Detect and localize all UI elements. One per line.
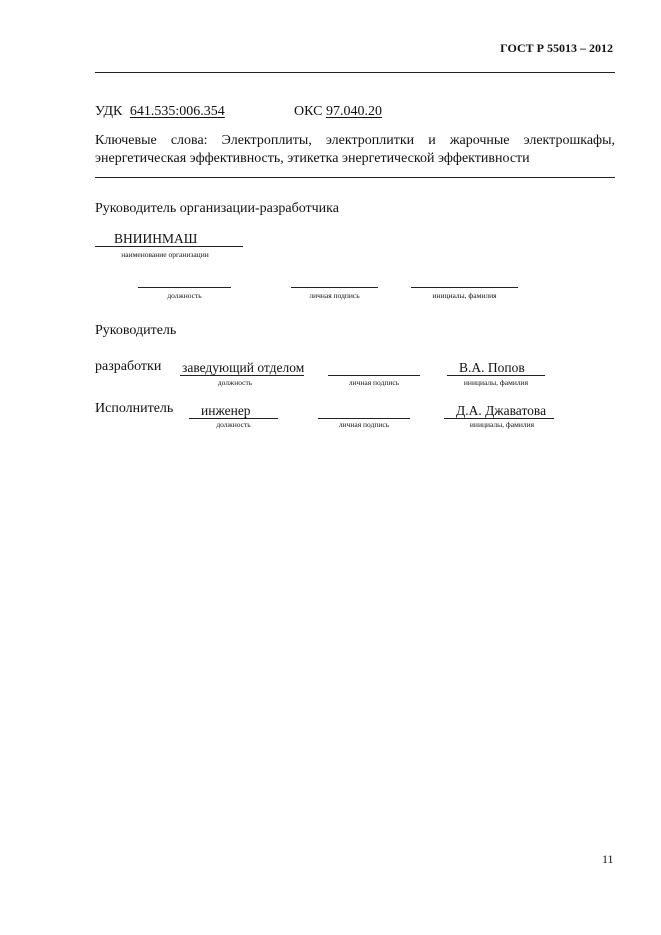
org-signature-line: [291, 287, 378, 288]
udk-label: УДК: [95, 104, 123, 119]
executor-position-field: [189, 403, 278, 419]
header-divider: [95, 72, 615, 73]
org-initials-caption: инициалы, фамилия: [432, 291, 497, 300]
org-initials-line: [411, 287, 518, 288]
dev-lead-position-field: [180, 360, 304, 376]
keywords-text: Электроплиты, электроплитки и жарочные электрошкафы, энергетическая эффективность, этикетка энергетической эффективности: [95, 133, 616, 166]
page-number: 11: [602, 852, 614, 866]
oks-row: [294, 104, 382, 120]
dev-lead-heading: Руководитель: [95, 323, 177, 338]
org-name-caption: наименование организации: [121, 250, 209, 259]
keywords-divider: [95, 177, 615, 178]
dev-lead-position: заведующий отделом: [182, 360, 305, 375]
dev-lead-position-caption: должность: [217, 378, 253, 387]
executor-name-field: [444, 403, 554, 419]
executor-position-caption: должность: [216, 420, 251, 429]
executor-signature-caption: личная подпись: [338, 420, 390, 429]
document-code: ГОСТ Р 55013 – 2012: [500, 41, 613, 55]
dev-lead-signature-line: [328, 375, 420, 376]
dev-lead-label: разработки: [95, 359, 162, 374]
keywords-block: [95, 132, 615, 168]
executor-label: Исполнитель: [95, 401, 174, 416]
keywords-label: Ключевые слова:: [95, 133, 208, 148]
dev-lead-signature-caption: личная подпись: [348, 378, 400, 387]
dev-lead-name: В.А. Попов: [459, 360, 525, 375]
dev-lead-initials-caption: инициалы, фамилия: [463, 378, 529, 387]
udk-value: 641.535:006.354: [129, 104, 225, 119]
org-position-line: [138, 287, 231, 288]
dev-lead-name-field: [447, 360, 545, 376]
oks-label: ОКС: [294, 104, 323, 119]
executor-position: инженер: [201, 403, 251, 418]
developer-org-heading: Руководитель организации-разработчика: [95, 201, 339, 216]
executor-initials-caption: инициалы, фамилия: [469, 420, 535, 429]
executor-name: Д.А. Джаватова: [456, 403, 547, 418]
udk-row: [95, 104, 231, 120]
executor-signature-line: [318, 418, 410, 419]
org-name-field: [95, 231, 243, 247]
org-signature-caption: личная подпись: [309, 291, 360, 300]
org-position-caption: должность: [167, 291, 202, 300]
org-name: ВНИИНМАШ: [114, 231, 198, 246]
oks-value: 97.040.20: [325, 104, 382, 119]
